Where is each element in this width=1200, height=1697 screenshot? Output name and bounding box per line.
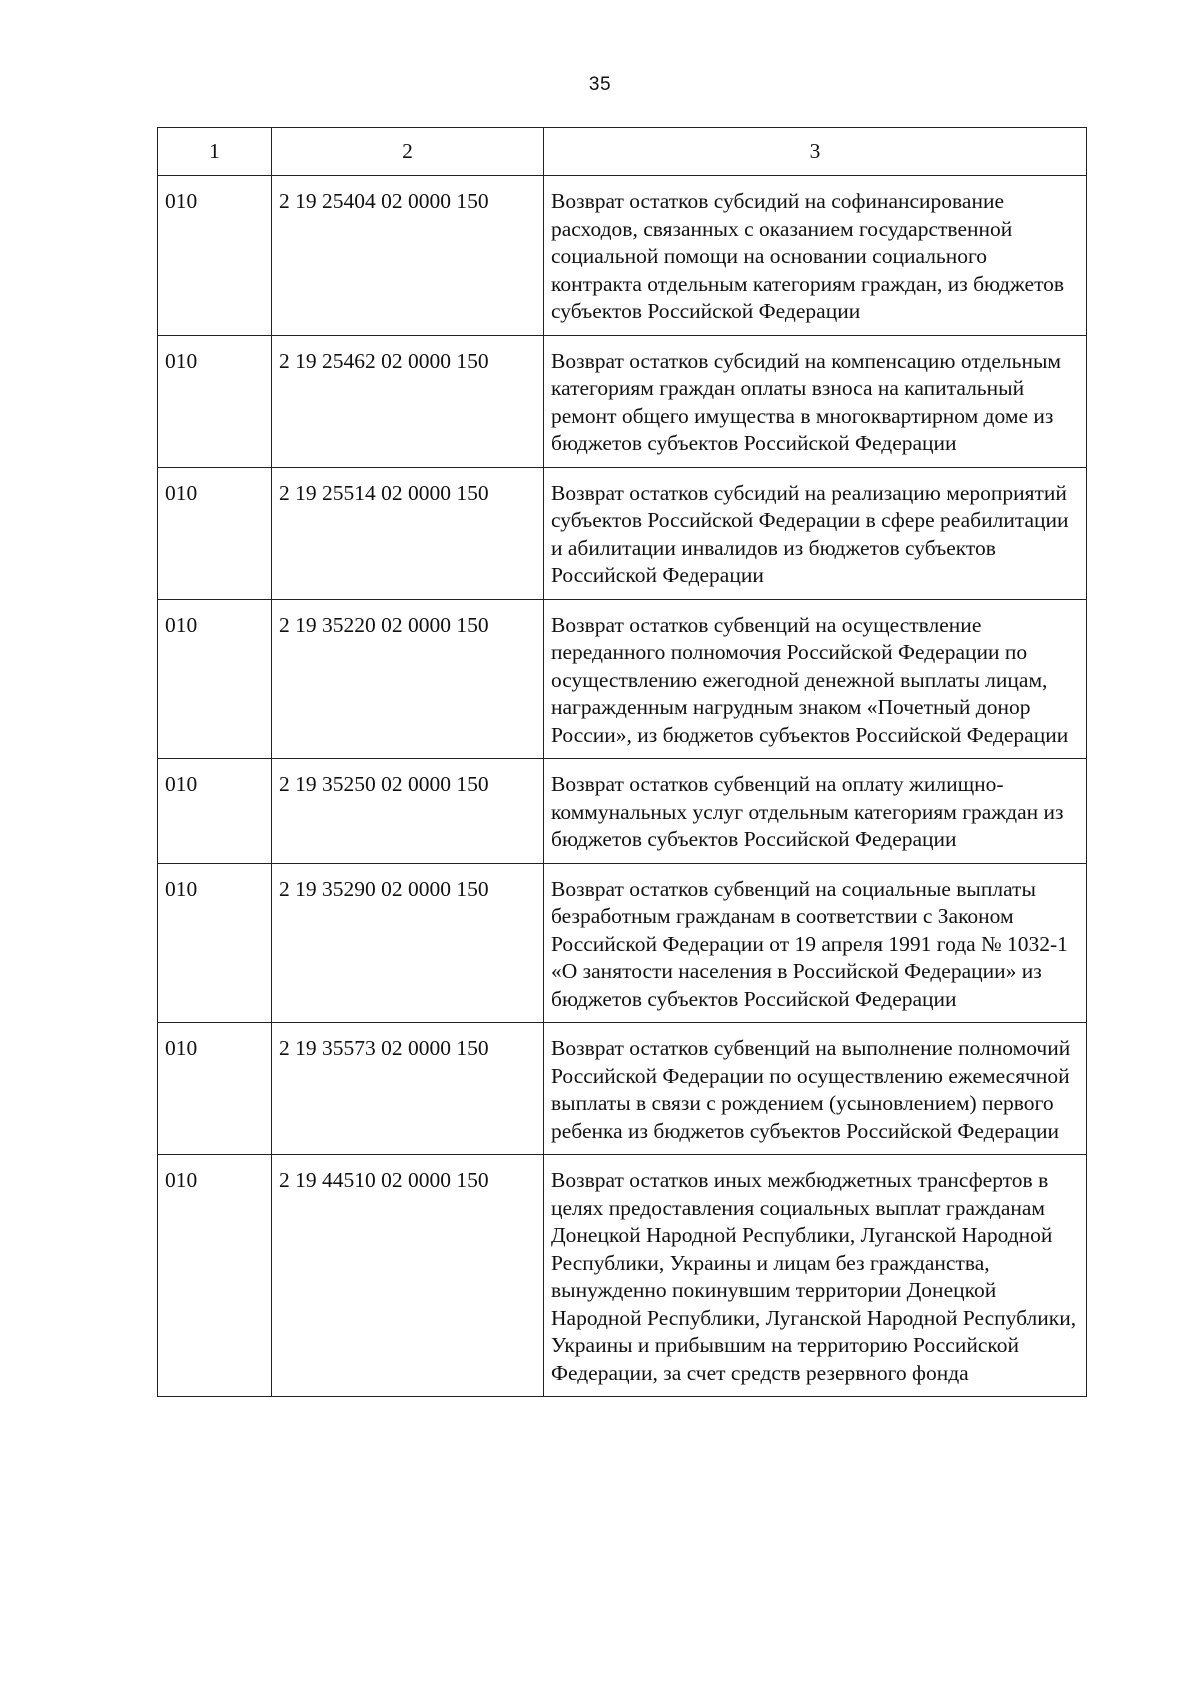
- table-row: [158, 1155, 1087, 1397]
- column-header-1: 1: [158, 128, 272, 176]
- table-row: [158, 599, 1087, 759]
- admin-code-cell: 010: [158, 1023, 272, 1155]
- description-cell: Возврат остатков субвенций на выполнение полномочий Российской Федерации по осуществлению ежемесячной выплаты в связи с рождением (усыновлением) первого ребенка из бюджетов субъектов Российской Федерации: [544, 1023, 1087, 1155]
- kbk-cell: 2 19 35220 02 0000 150: [272, 599, 544, 759]
- admin-code-cell: 010: [158, 759, 272, 864]
- kbk-cell: 2 19 35250 02 0000 150: [272, 759, 544, 864]
- admin-code-cell: 010: [158, 1155, 272, 1397]
- column-header-2: 2: [272, 128, 544, 176]
- kbk-cell: 2 19 25462 02 0000 150: [272, 335, 544, 467]
- table-row: [158, 1023, 1087, 1155]
- table-row: [158, 863, 1087, 1023]
- description-cell: Возврат остатков иных межбюджетных трансфертов в целях предоставления социальных выплат гражданам Донецкой Народной Республики, Луганской Народной Республики, Украины и лицам без гражданства, вынужденно покинувшим территории Донецкой Народной Республики, Луганской Народной Республики, Украины и прибывшим на территорию Российской Федерации, за счет средств резервного фонда: [544, 1155, 1087, 1397]
- description-cell: Возврат остатков субсидий на софинансирование расходов, связанных с оказанием государственной социальной помощи на основании социального контракта отдельным категориям граждан, из бюджетов субъектов Российской Федерации: [544, 176, 1087, 336]
- admin-code-cell: 010: [158, 467, 272, 599]
- kbk-cell: 2 19 35290 02 0000 150: [272, 863, 544, 1023]
- page-number: 35: [588, 74, 612, 95]
- kbk-cell: 2 19 25514 02 0000 150: [272, 467, 544, 599]
- table-row: [158, 759, 1087, 864]
- description-cell: Возврат остатков субвенций на осуществление переданного полномочия Российской Федерации по осуществлению ежегодной денежной выплаты лицам, награжденным нагрудным знаком «Почетный донор России», из бюджетов субъектов Российской Федерации: [544, 599, 1087, 759]
- kbk-cell: 2 19 25404 02 0000 150: [272, 176, 544, 336]
- table-header-row: [158, 128, 1087, 176]
- kbk-cell: 2 19 44510 02 0000 150: [272, 1155, 544, 1397]
- description-cell: Возврат остатков субсидий на реализацию мероприятий субъектов Российской Федерации в сфере реабилитации и абилитации инвалидов из бюджетов субъектов Российской Федерации: [544, 467, 1087, 599]
- kbk-cell: 2 19 35573 02 0000 150: [272, 1023, 544, 1155]
- table-row: [158, 467, 1087, 599]
- description-cell: Возврат остатков субвенций на оплату жилищно-коммунальных услуг отдельным категориям граждан из бюджетов субъектов Российской Федерации: [544, 759, 1087, 864]
- description-cell: Возврат остатков субсидий на компенсацию отдельным категориям граждан оплаты взноса на капитальный ремонт общего имущества в многоквартирном доме из бюджетов субъектов Российской Федерации: [544, 335, 1087, 467]
- admin-code-cell: 010: [158, 599, 272, 759]
- admin-code-cell: 010: [158, 176, 272, 336]
- budget-codes-table: [157, 127, 1087, 1397]
- column-header-3: 3: [544, 128, 1087, 176]
- admin-code-cell: 010: [158, 863, 272, 1023]
- description-cell: Возврат остатков субвенций на социальные выплаты безработным гражданам в соответствии с Законом Российской Федерации от 19 апреля 1991 года № 1032-1 «О занятости населения в Российской Федерации» из бюджетов субъектов Российской Федерации: [544, 863, 1087, 1023]
- admin-code-cell: 010: [158, 335, 272, 467]
- table-row: [158, 335, 1087, 467]
- table-row: [158, 176, 1087, 336]
